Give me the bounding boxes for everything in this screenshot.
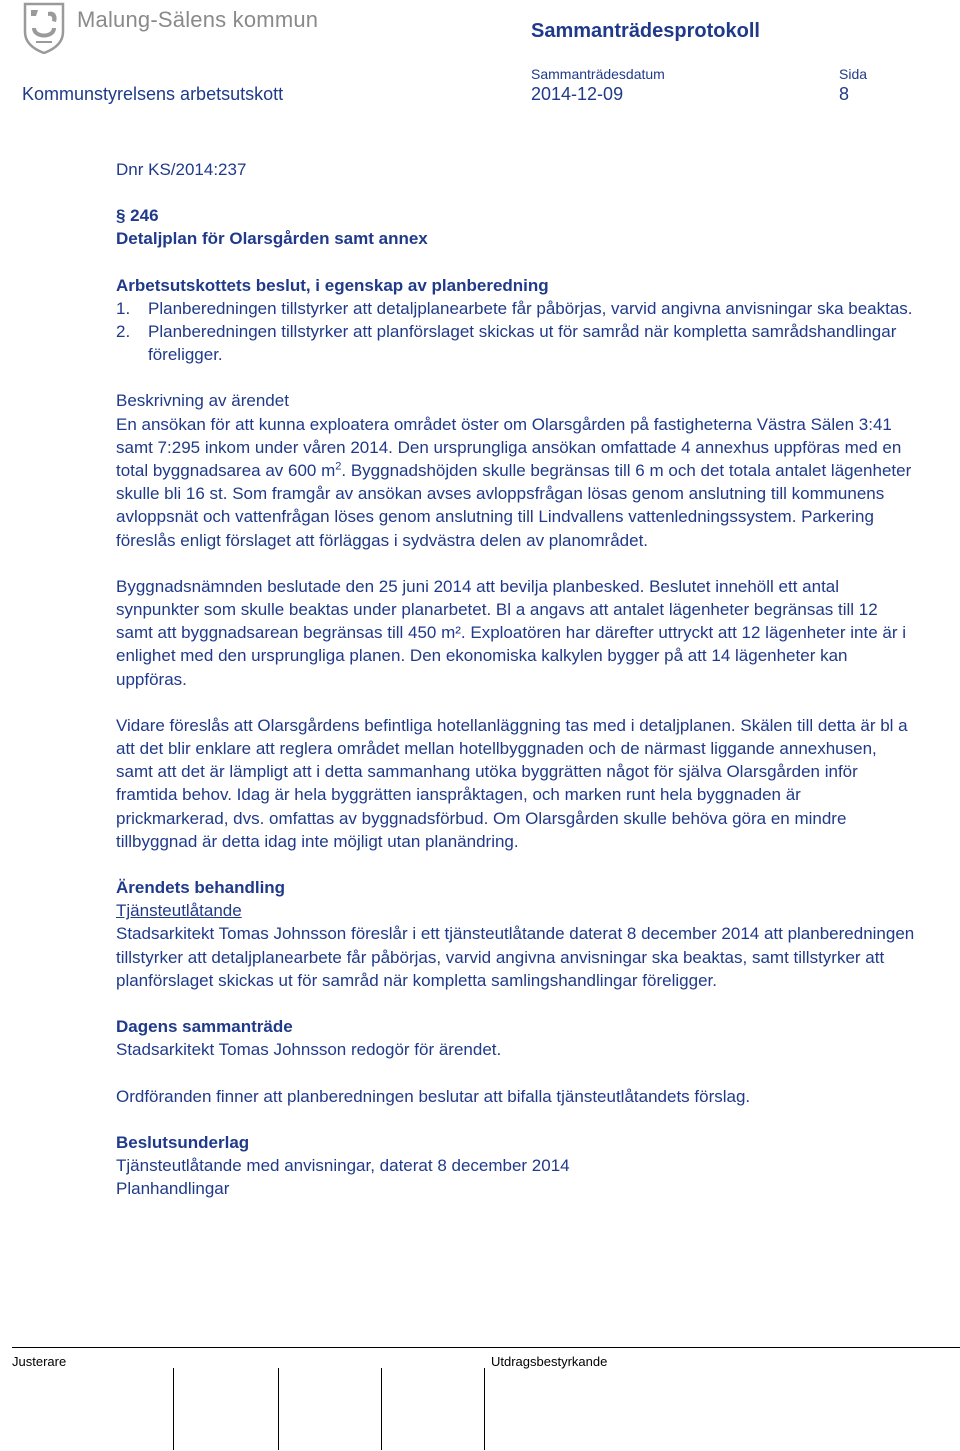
- coat-of-arms-icon: [22, 2, 66, 54]
- municipality-logo: [22, 2, 322, 54]
- meeting-text: Ordföranden finner att planberedningen beslutar att bifalla tjänsteutlåtandets förslag.: [116, 1086, 751, 1106]
- date-label: Sammanträdesdatum: [531, 66, 665, 82]
- decision-item-text: Planberedningen tillstyrker att detaljplanearbete får påbörjas, varvid angivna anvisningar ska beaktas.: [148, 298, 913, 318]
- basis-item: Planhandlingar: [116, 1179, 230, 1199]
- decision-item: [116, 297, 916, 320]
- signature-divider: [278, 1368, 279, 1450]
- description-text: En ansökan för att kunna exploatera området öster om Olarsgården på fastigheterna Västra Sälen 3:41 samt 7:295 inkom under våren 2014. Den ursprungliga ansökan omfattade 4 annexhus uppföras med en total byggnadsarea av 600 m: [116, 414, 902, 481]
- justerare-label: Justerare: [12, 1354, 67, 1369]
- decision-item-number: 2.: [116, 322, 131, 342]
- document-title: Sammanträdesprotokoll: [531, 20, 760, 42]
- handling-text: Stadsarkitekt Tomas Johnsson föreslår i ett tjänsteutlåtande daterat 8 december 2014 att planberedningen tillstyrker att detaljplanearbete får påbörjas, varvid angivna anvisningar ska beaktas, samt tillstyrker att planförslaget skickas ut för samråd när kompletta samlingshandlingar föreligger.: [116, 924, 915, 990]
- page-label: Sida: [839, 66, 868, 82]
- description-text: . Byggnadshöjden skulle begränsas till 6 m och det totala antalet lägenheter skulle bli 16 st. Som framgår av ansökan avses avloppsfrågan lösas genom anslutning till kommunens avloppsnät och vattenfrågan löses genom anslutning till Lindvallens vattenledningssystem. Parkering föreslås enligt förslaget att förläggas i sydvästra delen av planområdet.: [116, 461, 912, 550]
- signature-divider: [173, 1368, 174, 1450]
- meeting-heading: Dagens sammanträde: [116, 1017, 293, 1037]
- utdrag-label: Utdragsbestyrkande: [491, 1354, 608, 1369]
- description-paragraph: Byggnadsnämnden beslutade den 25 juni 2014 att bevilja planbesked. Beslutet innehöll ett antal synpunkter som skulle beaktas under planarbetet. Bl a angavs att antalet lägenheter begränsas till 12 samt att byggnadsarean begränsas till 450 m². Exploatören har därefter uttryckt att 12 lägenheter inte är i enlighet med den ursprungliga planen. Den ekonomiska kalkylen bygger på att 14 lägenheter kan uppföras.: [116, 576, 906, 689]
- logo-text: Malung-Sälens kommun: [77, 7, 319, 32]
- section-number: § 246: [116, 206, 159, 226]
- handling-heading: Ärendets behandling: [116, 878, 286, 898]
- meeting-date: 2014-12-09: [531, 84, 624, 104]
- description-paragraph: [116, 413, 916, 552]
- decision-item-text: Planberedningen tillstyrker att planförslaget skickas ut för samråd när kompletta samrådshandlingar föreligger.: [148, 322, 897, 365]
- case-number: Dnr KS/2014:237: [116, 160, 247, 179]
- superscript: 2: [335, 460, 342, 473]
- decision-item-number: 1.: [116, 298, 131, 318]
- basis-heading: Beslutsunderlag: [116, 1132, 250, 1152]
- signature-divider: [381, 1368, 382, 1450]
- committee-name: Kommunstyrelsens arbetsutskott: [22, 84, 284, 104]
- handling-subheading: Tjänsteutlåtande: [116, 901, 242, 921]
- footer-divider: [12, 1347, 960, 1348]
- basis-item: Tjänsteutlåtande med anvisningar, daterat 8 december 2014: [116, 1155, 570, 1175]
- document-body: [116, 158, 916, 1200]
- description-heading: Beskrivning av ärendet: [116, 391, 289, 411]
- signature-divider: [484, 1368, 485, 1450]
- meeting-text: Stadsarkitekt Tomas Johnsson redogör för ärendet.: [116, 1040, 502, 1060]
- page-number: 8: [839, 84, 850, 104]
- description-paragraph: Vidare föreslås att Olarsgårdens befintliga hotellanläggning tas med i detaljplanen. Skälen till detta är bl a att det blir enklare att reglera området mellan hotellbyggnaden och de närmast liggande annexhusen, samt att det är lämpligt att i detta sammanhang utöka byggrätten något för själva Olarsgården inför framtida behov. Idag är hela byggrätten ianspråktagen, och marken runt hela byggnaden är prickmarkerad, dvs. omfattas av byggnadsförbud. Om Olarsgården skulle behöva göra en mindre tillbyggnad är detta idag inte möjligt utan planändring.: [116, 715, 908, 851]
- decision-heading: Arbetsutskottets beslut, i egenskap av planberedning: [116, 275, 549, 295]
- case-title: Detaljplan för Olarsgården samt annex: [116, 229, 428, 249]
- decision-item: [116, 320, 916, 366]
